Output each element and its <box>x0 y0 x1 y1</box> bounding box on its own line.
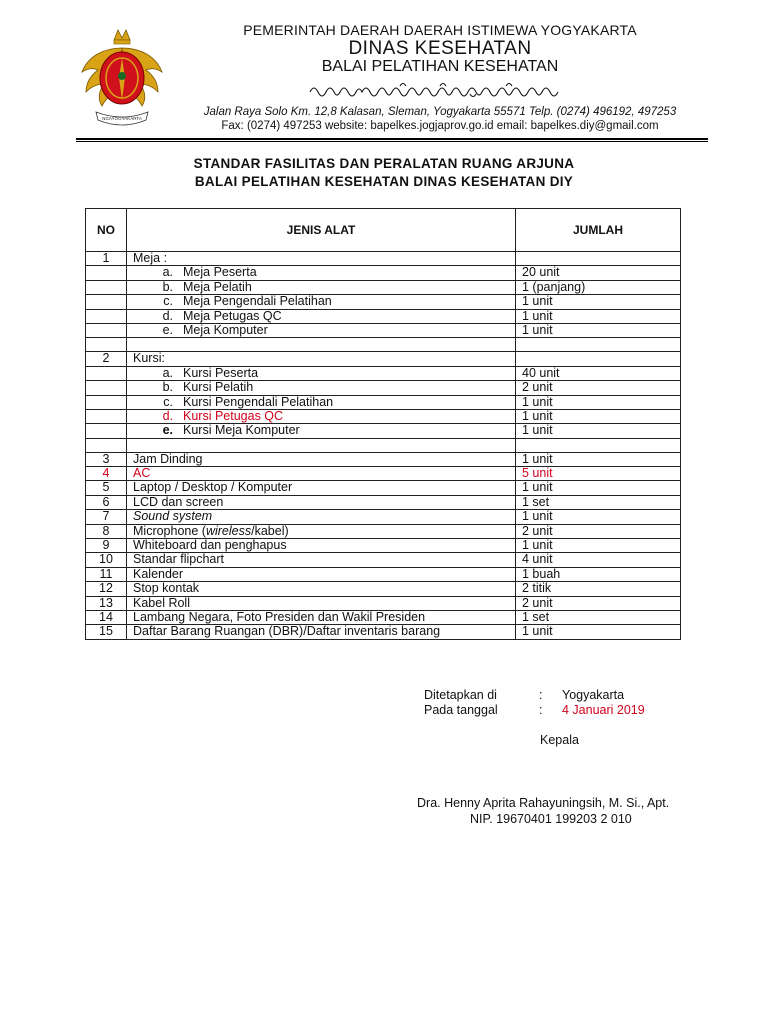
row-no: 12 <box>86 582 127 596</box>
table-row <box>86 266 681 280</box>
row-name: AC <box>127 467 516 481</box>
row-qty <box>516 352 681 366</box>
row-name: Standar flipchart <box>127 553 516 567</box>
table-row <box>86 395 681 409</box>
item-letter: a. <box>162 365 173 380</box>
item-name: Meja Pengendali Pelatihan <box>183 294 332 309</box>
row-name <box>127 295 516 309</box>
table-row <box>86 567 681 581</box>
table-row <box>86 553 681 567</box>
item-name: Kursi Peserta <box>183 365 259 380</box>
row-name: Kalender <box>127 567 516 581</box>
table-row <box>86 596 681 610</box>
yogyakarta-emblem-icon <box>74 26 170 130</box>
row-name <box>127 424 516 438</box>
row-qty: 1 unit <box>516 510 681 524</box>
header-jumlah: JUMLAH <box>516 209 681 252</box>
place-label: Ditetapkan di <box>424 688 497 702</box>
place-value: Yogyakarta <box>562 688 625 702</box>
row-qty: 5 unit <box>516 467 681 481</box>
row-qty: 1 unit <box>516 424 681 438</box>
date-label: Pada tanggal <box>424 703 498 717</box>
row-name: Daftar Barang Ruangan (DBR)/Daftar inventaris barang <box>127 625 516 639</box>
row-name: Whiteboard dan penghapus <box>127 539 516 553</box>
letterhead-balai: BALAI PELATIHAN KESEHATAN <box>321 58 559 75</box>
table-row <box>86 582 681 596</box>
table-row <box>86 366 681 380</box>
row-name: Laptop / Desktop / Komputer <box>127 481 516 495</box>
row-qty: 2 titik <box>516 582 681 596</box>
table-row <box>86 323 681 337</box>
row-name: Microphone (wireless/kabel) <box>127 524 516 538</box>
table-row <box>86 309 681 323</box>
document-subtitle: BALAI PELATIHAN KESEHATAN DINAS KESEHATAN DIY <box>194 174 574 189</box>
table-row <box>86 252 681 266</box>
row-name: LCD dan screen <box>127 495 516 509</box>
table-header-row <box>86 209 681 252</box>
row-name <box>127 381 516 395</box>
item-letter: d. <box>162 308 173 323</box>
row-qty: 1 unit <box>516 452 681 466</box>
row-qty: 1 buah <box>516 567 681 581</box>
place-separator: : <box>539 688 543 702</box>
equipment-table <box>85 208 681 640</box>
date-separator: : <box>539 703 543 717</box>
row-qty: 1 set <box>516 495 681 509</box>
table-row <box>86 452 681 466</box>
row-qty: 1 (panjang) <box>516 280 681 294</box>
row-no: 10 <box>86 553 127 567</box>
row-qty: 2 unit <box>516 596 681 610</box>
table-row <box>86 381 681 395</box>
signer-nip: NIP. 19670401 199203 2 010 <box>470 812 632 826</box>
row-no: 14 <box>86 610 127 624</box>
item-letter: e. <box>162 423 173 438</box>
row-name: Jam Dinding <box>127 452 516 466</box>
row-no: 4 <box>86 467 127 481</box>
item-letter: e. <box>162 322 173 337</box>
row-qty: 1 unit <box>516 409 681 423</box>
row-qty: 40 unit <box>516 366 681 380</box>
table-row <box>86 409 681 423</box>
row-qty: 1 unit <box>516 539 681 553</box>
letterhead-dinas: DINAS KESEHATAN <box>348 38 532 59</box>
row-no: 15 <box>86 625 127 639</box>
table-row <box>86 539 681 553</box>
row-name: Kursi: <box>127 352 516 366</box>
row-qty: 1 unit <box>516 323 681 337</box>
row-no: 11 <box>86 567 127 581</box>
row-no: 7 <box>86 510 127 524</box>
row-name <box>127 280 516 294</box>
row-name <box>127 409 516 423</box>
row-qty <box>516 252 681 266</box>
row-name: Stop kontak <box>127 582 516 596</box>
row-qty: 1 unit <box>516 395 681 409</box>
table-row <box>86 424 681 438</box>
row-no: 5 <box>86 481 127 495</box>
table-row <box>86 524 681 538</box>
row-qty: 2 unit <box>516 524 681 538</box>
row-qty: 1 unit <box>516 481 681 495</box>
signer-role: Kepala <box>540 733 579 747</box>
table-spacer-row <box>86 438 681 452</box>
signer-name: Dra. Henny Aprita Rahayuningsih, M. Si., Apt. <box>417 796 670 810</box>
letterhead-address: Jalan Raya Solo Km. 12,8 Kalasan, Sleman, Yogyakarta 55571 Telp. (0274) 496192, 497253 <box>203 106 677 118</box>
table-row <box>86 481 681 495</box>
row-no: 9 <box>86 539 127 553</box>
item-name: Kursi Pelatih <box>183 380 254 395</box>
item-letter: a. <box>162 265 173 280</box>
document-title: STANDAR FASILITAS DAN PERALATAN RUANG ARJUNA <box>193 156 575 171</box>
item-name: Meja Komputer <box>183 322 268 337</box>
item-name: Meja Peserta <box>183 265 257 280</box>
header-jenis-alat: JENIS ALAT <box>127 209 516 252</box>
item-letter: c. <box>163 294 173 309</box>
item-name: Meja Pelatih <box>183 279 252 294</box>
svg-text:NGAYOGYAKARTA: NGAYOGYAKARTA <box>102 116 142 121</box>
item-name: Kursi Meja Komputer <box>183 423 300 438</box>
javanese-script-line <box>170 78 710 100</box>
row-name <box>127 323 516 337</box>
row-qty: 1 unit <box>516 625 681 639</box>
table-spacer-row <box>86 338 681 352</box>
header-no: NO <box>86 209 127 252</box>
item-letter: d. <box>162 408 173 423</box>
row-no: 6 <box>86 495 127 509</box>
table-row <box>86 510 681 524</box>
row-no: 2 <box>86 352 127 366</box>
row-qty: 1 unit <box>516 309 681 323</box>
table-row <box>86 280 681 294</box>
letterhead-divider <box>76 138 708 140</box>
row-name: Kabel Roll <box>127 596 516 610</box>
letterhead-divider-thin <box>76 141 708 142</box>
item-name: Kursi Pengendali Pelatihan <box>183 394 334 409</box>
row-qty: 1 unit <box>516 295 681 309</box>
row-qty: 20 unit <box>516 266 681 280</box>
row-name: Lambang Negara, Foto Presiden dan Wakil Presiden <box>127 610 516 624</box>
letterhead-contact: Fax: (0274) 497253 website: bapelkes.jogjaprov.go.id email: bapelkes.diy@gmail.com <box>221 120 659 132</box>
table-row <box>86 495 681 509</box>
row-name: Meja : <box>127 252 516 266</box>
table-row <box>86 352 681 366</box>
item-letter: c. <box>163 394 173 409</box>
row-name <box>127 366 516 380</box>
item-letter: b. <box>162 380 173 395</box>
item-name: Kursi Petugas QC <box>183 408 284 423</box>
row-name <box>127 309 516 323</box>
table-row <box>86 467 681 481</box>
row-qty: 4 unit <box>516 553 681 567</box>
row-no: 3 <box>86 452 127 466</box>
letterhead-government: PEMERINTAH DAERAH DAERAH ISTIMEWA YOGYAKARTA <box>243 22 637 38</box>
row-name: Sound system <box>127 510 516 524</box>
row-no: 13 <box>86 596 127 610</box>
row-name <box>127 395 516 409</box>
row-no: 1 <box>86 252 127 266</box>
letterhead <box>0 0 768 140</box>
table-row <box>86 610 681 624</box>
row-name <box>127 266 516 280</box>
date-value: 4 Januari 2019 <box>562 703 645 717</box>
table-row <box>86 625 681 639</box>
row-qty: 1 set <box>516 610 681 624</box>
table-row <box>86 295 681 309</box>
row-qty: 2 unit <box>516 381 681 395</box>
item-name: Meja Petugas QC <box>183 308 282 323</box>
item-letter: b. <box>162 279 173 294</box>
row-no: 8 <box>86 524 127 538</box>
